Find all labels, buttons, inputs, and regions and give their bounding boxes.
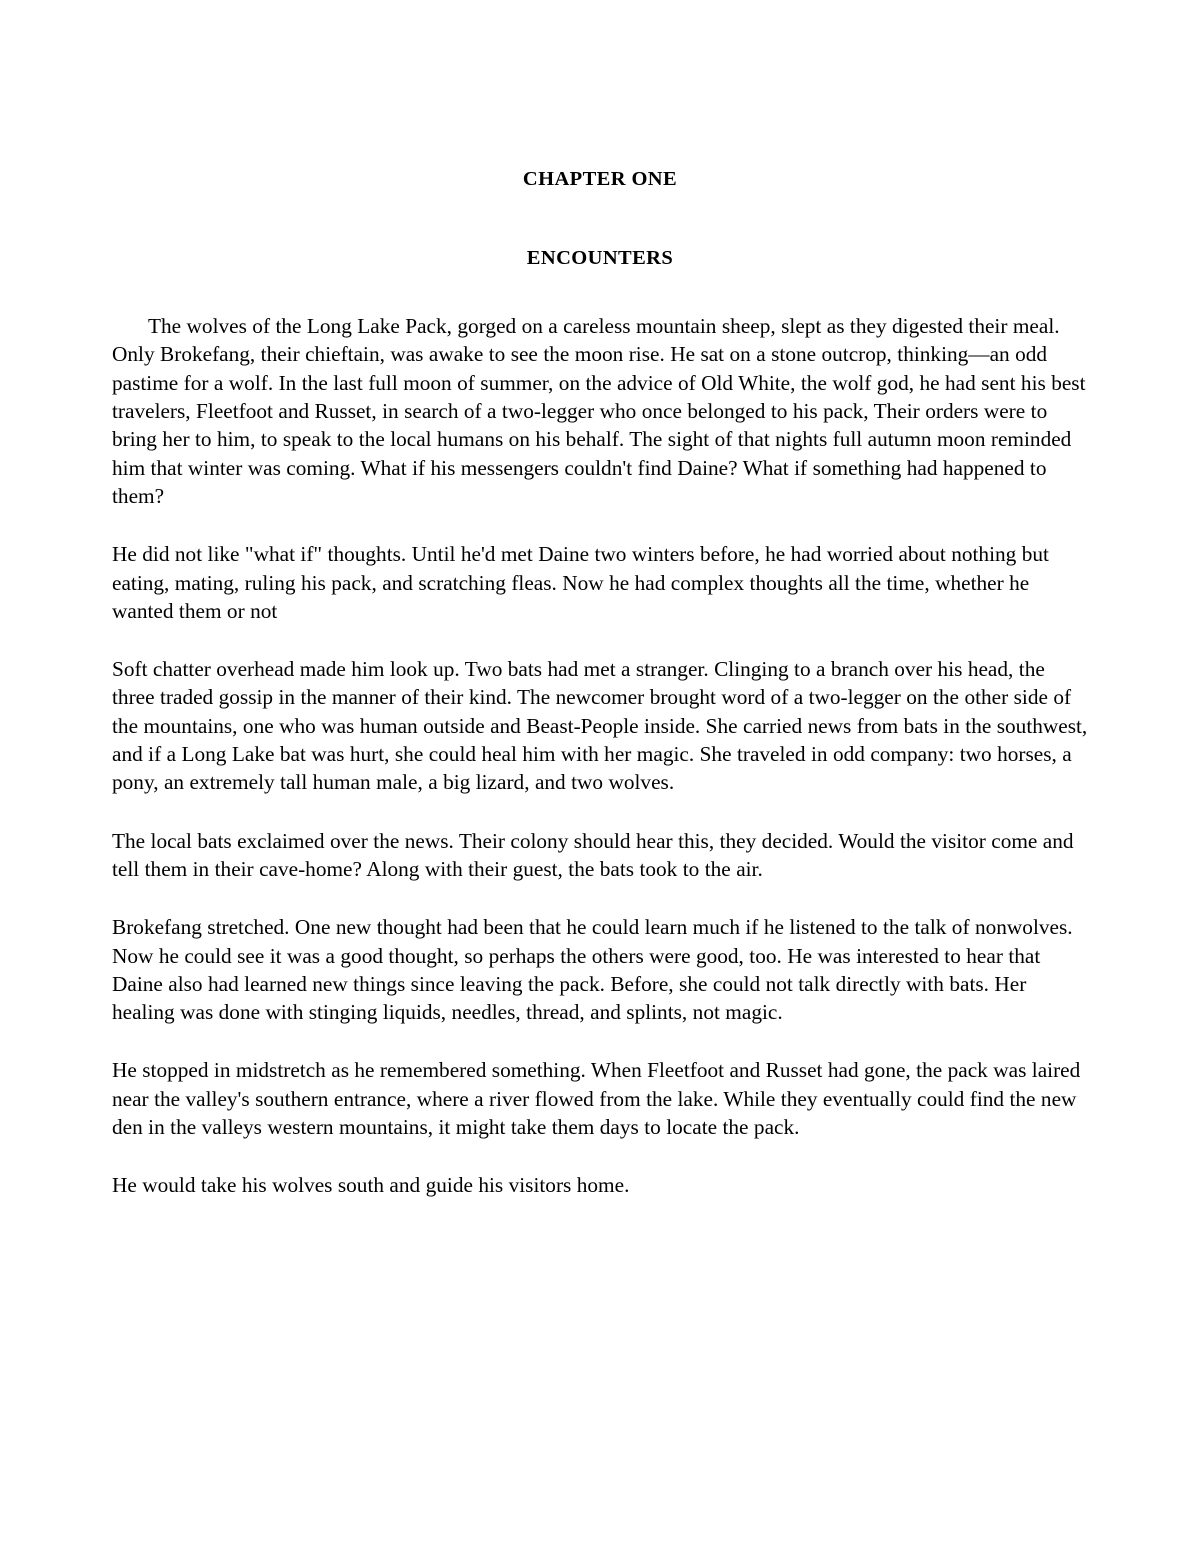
chapter-heading: CHAPTER ONE [522, 168, 678, 190]
section-heading: ENCOUNTERS [526, 246, 674, 269]
paragraph: Soft chatter overhead made him look up. Two bats had met a stranger. Clinging to a branch over his head, the three traded gossip in the manner of their kind. The newcomer brought word of a two-legger on the other side of the mountains, one who was human outside and Beast-People inside. She carried news from bats in the southwest, and if a Long Lake bat was hurt, she could heal him with her magic. She traveled in odd company: two horses, a pony, an extremely tall human male, a big lizard, and two wolves. [112, 657, 1088, 795]
paragraph: He stopped in midstretch as he remembered something. When Fleetfoot and Russet had gone, the pack was laired near the valley's southern entrance, where a river flowed from the lake. While they eventually could find the new den in the valleys western mountains, it might take them days to locate the pack. [112, 1058, 1081, 1140]
paragraph: The local bats exclaimed over the news. Their colony should hear this, they decided. Would the visitor come and tell them in their cave-home? Along with their guest, the bats took to the air. [112, 828, 1074, 881]
paragraph: He did not like "what if" thoughts. Until he'd met Daine two winters before, he had worried about nothing but eating, mating, ruling his pack, and scratching fleas. Now he had complex thoughts all the time, whether he wanted them or not [112, 542, 1049, 623]
page-content [112, 0, 1088, 1200]
paragraph: He would take his wolves south and guide his visitors home. [112, 1173, 630, 1198]
paragraph: Brokefang stretched. One new thought had been that he could learn much if he listened to the talk of nonwolves. Now he could see it was a good thought, so perhaps the others were good, too. He was interested to hear that Daine also had learned new things since leaving the pack. Before, she could not talk directly with bats. Her healing was done with stinging liquids, needles, thread, and splints, not magic. [112, 915, 1073, 1025]
paragraph: The wolves of the Long Lake Pack, gorged on a careless mountain sheep, slept as they digested their meal. Only Brokefang, their chieftain, was awake to see the moon rise. He sat on a stone outcrop, thinking—an odd pastime for a wolf. In the last full moon of summer, on the advice of Old White, the wolf god, he had sent his best travelers, Fleetfoot and Russet, in search of a two-legger who once belonged to his pack, Their orders were to bring her to him, to speak to the local humans on his behalf. The sight of that nights full autumn moon reminded him that winter was coming. What if his messengers couldn't find Daine? What if something had happened to them? [112, 314, 1086, 508]
body-text [112, 270, 1088, 1199]
